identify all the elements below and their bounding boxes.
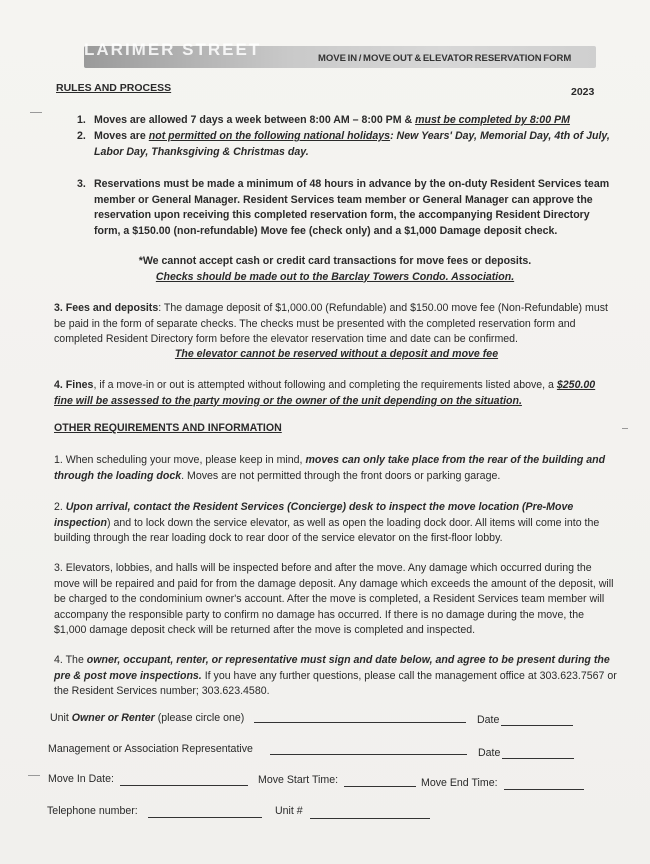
rule-2: 2. Moves are not permitted on the following national holidays: New Years' Day, Memorial Day, 4th of July, Labor Day, Thanksgiving & Christmas day. <box>77 130 610 158</box>
move-in-date-field[interactable] <box>120 774 248 786</box>
margin-mark <box>30 112 42 113</box>
date-label: Date <box>478 747 501 759</box>
signature-field[interactable] <box>254 711 466 723</box>
unit-number-field[interactable] <box>310 807 430 819</box>
move-start-time-label: Move Start Time: <box>258 774 339 786</box>
fees-emphasis: The elevator cannot be reserved without a deposit and move fee <box>174 348 499 360</box>
other-paragraph-4: 4. The owner, occupant, renter, or representative must sign and date below, and agree to be present during the pre & post move inspections. If you have any further questions, please call the management office at 303.623.7567 or the Resident Services number; 303.623.4580. <box>54 654 617 697</box>
form-title: MOVE IN / MOVE OUT & ELEVATOR RESERVATION FORM <box>318 53 572 64</box>
unit-owner-label: Unit Owner or Renter (please circle one) <box>50 712 245 724</box>
other-paragraph-1: 1. When scheduling your move, please keep in mind, moves can only take place from the rear of the building and through the loading dock. Moves are not permitted through the front doors or parking garage. <box>54 454 606 482</box>
fines-section: 4. Fines, if a move-in or out is attempted without following and completing the requirements listed above, a $250.00 fine will be assessed to the party moving or the owner of the unit depending on the situation. <box>54 379 596 407</box>
move-in-date-label: Move In Date: <box>48 773 114 785</box>
move-end-time-field[interactable] <box>504 778 584 790</box>
management-signature-field[interactable] <box>270 743 467 755</box>
move-start-time-field[interactable] <box>344 775 416 787</box>
rule-3: 3. Reservations must be made a minimum of 48 hours in advance by the on-duty Resident Services team member or General Manager. Resident Services team member or General Manager can approve the reservation upon receiving this completed reservation form, the accompanying Resident Directory form, a $150.00 (non-refundable) Move fee (check only) and a $1,000 Damage deposit check. <box>77 178 610 237</box>
fees-section: 3. Fees and deposits: The damage deposit of $1,000.00 (Refundable) and $150.00 move fee (Non-Refundable) must be paid in the form of separate checks. The checks must be presented with the completed reservation form and completed Resident Directory form before the elevator reservation time and date can be confirmed. <box>54 302 608 345</box>
other-paragraph-2: 2. Upon arrival, contact the Resident Services (Concierge) desk to inspect the move location (Pre-Move inspection) and to lock down the service elevator, as well as open the loading dock door. All items will come into the building through the rear loading dock to rear door of the service elevator on the first-floor lobby. <box>54 501 600 544</box>
margin-mark <box>622 428 628 429</box>
title-overlay: LARIMER STREET <box>84 40 262 59</box>
rules-heading: RULES AND PROCESS <box>56 82 172 94</box>
telephone-field[interactable] <box>148 806 262 818</box>
date-label: Date <box>477 714 500 726</box>
unit-number-label: Unit # <box>275 805 303 817</box>
date-field[interactable] <box>501 714 573 726</box>
rule-1: 1. Moves are allowed 7 days a week between 8:00 AM – 8:00 PM & must be completed by 8:00 PM <box>77 114 570 126</box>
management-label: Management or Association Representative <box>48 743 253 755</box>
form-year: 2023 <box>571 86 595 98</box>
move-end-time-label: Move End Time: <box>421 777 498 789</box>
other-paragraph-3: 3. Elevators, lobbies, and halls will be inspected before and after the move. Any damage which occurred during the move will be repaired and paid for from the damage deposit. Any damage which exceeds the amount of the deposit, will be charged to the condominium owner's account. After the move is completed, a Resident Services team member will accompany the responsible party to confirm no damage has occurred. If there is no damage during the move, the $1,000 damage deposit check will be returned after the move is completed and inspected. <box>54 562 614 636</box>
title-banner <box>84 40 596 68</box>
margin-mark <box>28 775 40 776</box>
other-heading: OTHER REQUIREMENTS AND INFORMATION <box>54 422 282 434</box>
payment-note: *We cannot accept cash or credit card transactions for move fees or deposits. Checks should be made out to the Barclay Towers Condo. Association. <box>138 255 532 283</box>
management-date-field[interactable] <box>502 747 574 759</box>
telephone-label: Telephone number: <box>47 805 138 817</box>
